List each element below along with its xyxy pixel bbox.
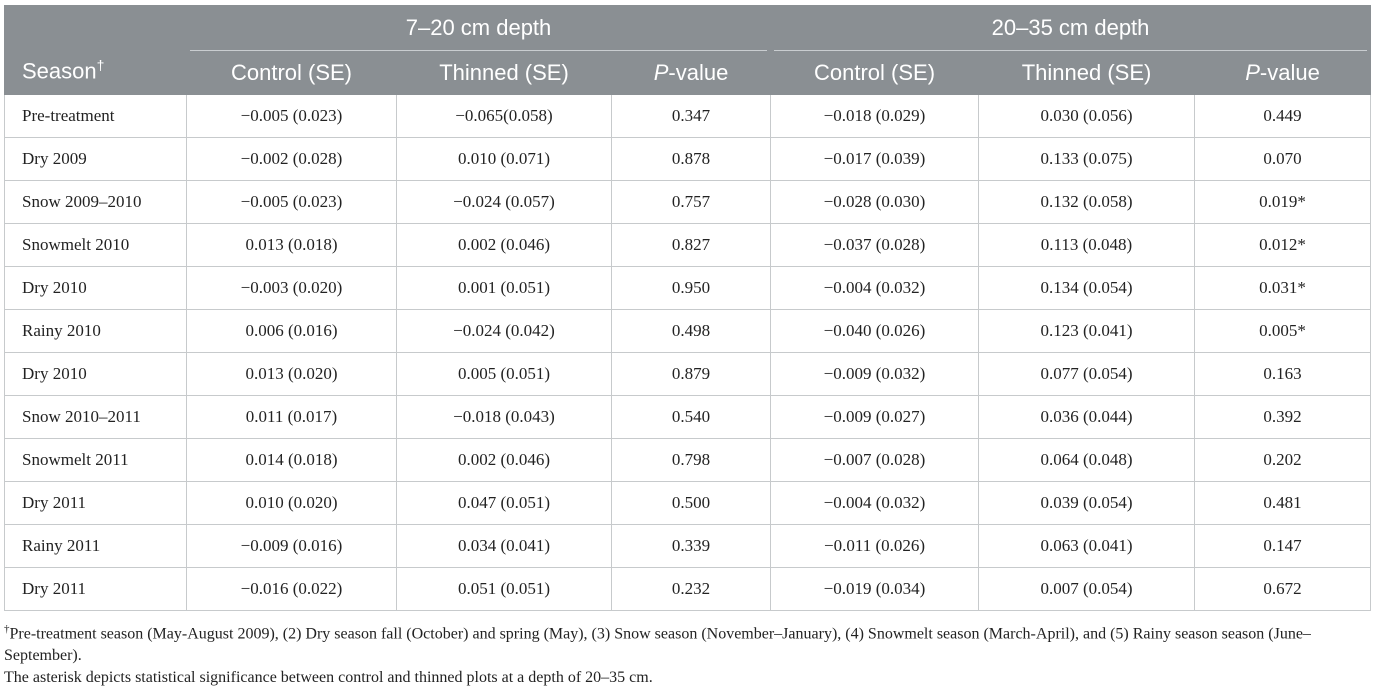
control-cell-7-20: −0.016 (0.022)	[187, 568, 397, 611]
season-cell: Snow 2010–2011	[5, 396, 187, 439]
p-value-cell-20-35: 0.202	[1195, 439, 1371, 482]
p-value-cell-20-35: 0.163	[1195, 353, 1371, 396]
p-value-cell-7-20: 0.879	[612, 353, 771, 396]
season-cell: Dry 2009	[5, 138, 187, 181]
p-value-cell-20-35: 0.481	[1195, 482, 1371, 525]
p-value-cell-7-20: 0.339	[612, 525, 771, 568]
control-cell-20-35: −0.018 (0.029)	[771, 95, 979, 138]
p-value-header-1: P-value	[612, 51, 771, 95]
season-cell: Rainy 2011	[5, 525, 187, 568]
table-row	[5, 224, 1371, 267]
table-header	[5, 6, 1371, 95]
thinned-cell-7-20: 0.051 (0.051)	[397, 568, 612, 611]
p-value-cell-20-35: 0.012*	[1195, 224, 1371, 267]
season-cell: Snow 2009–2010	[5, 181, 187, 224]
thinned-cell-7-20: 0.010 (0.071)	[397, 138, 612, 181]
p-value-cell-20-35: 0.672	[1195, 568, 1371, 611]
p-value-cell-20-35: 0.147	[1195, 525, 1371, 568]
p-value-cell-7-20: 0.827	[612, 224, 771, 267]
p-value-cell-7-20: 0.878	[612, 138, 771, 181]
thinned-cell-20-35: 0.036 (0.044)	[979, 396, 1195, 439]
season-cell: Pre-treatment	[5, 95, 187, 138]
thinned-cell-7-20: −0.065(0.058)	[397, 95, 612, 138]
thinned-cell-7-20: −0.024 (0.042)	[397, 310, 612, 353]
control-cell-20-35: −0.009 (0.027)	[771, 396, 979, 439]
season-cell: Dry 2011	[5, 482, 187, 525]
data-table-container	[4, 5, 1370, 611]
p-value-cell-7-20: 0.232	[612, 568, 771, 611]
thinned-cell-7-20: 0.034 (0.041)	[397, 525, 612, 568]
control-cell-7-20: 0.013 (0.018)	[187, 224, 397, 267]
depth-7-20-header: 7–20 cm depth	[187, 6, 771, 51]
thinned-cell-20-35: 0.133 (0.075)	[979, 138, 1195, 181]
thinned-se-header-2: Thinned (SE)	[979, 51, 1195, 95]
thinned-cell-20-35: 0.007 (0.054)	[979, 568, 1195, 611]
p-value-cell-20-35: 0.392	[1195, 396, 1371, 439]
control-se-header-1: Control (SE)	[187, 51, 397, 95]
thinned-se-header-1: Thinned (SE)	[397, 51, 612, 95]
table-row	[5, 95, 1371, 138]
thinned-cell-20-35: 0.064 (0.048)	[979, 439, 1195, 482]
table-row	[5, 568, 1371, 611]
control-cell-20-35: −0.007 (0.028)	[771, 439, 979, 482]
table-row	[5, 310, 1371, 353]
p-value-cell-7-20: 0.498	[612, 310, 771, 353]
season-cell: Dry 2010	[5, 267, 187, 310]
thinned-cell-7-20: 0.001 (0.051)	[397, 267, 612, 310]
p-value-cell-7-20: 0.798	[612, 439, 771, 482]
season-cell: Snowmelt 2010	[5, 224, 187, 267]
control-cell-20-35: −0.040 (0.026)	[771, 310, 979, 353]
control-cell-7-20: −0.005 (0.023)	[187, 95, 397, 138]
table-body	[5, 95, 1371, 611]
control-cell-7-20: −0.009 (0.016)	[187, 525, 397, 568]
p-value-cell-20-35: 0.031*	[1195, 267, 1371, 310]
thinned-cell-20-35: 0.030 (0.056)	[979, 95, 1195, 138]
p-value-cell-7-20: 0.757	[612, 181, 771, 224]
thinned-cell-20-35: 0.132 (0.058)	[979, 181, 1195, 224]
table-footnotes	[4, 618, 1370, 689]
control-cell-20-35: −0.009 (0.032)	[771, 353, 979, 396]
control-cell-20-35: −0.028 (0.030)	[771, 181, 979, 224]
control-cell-20-35: −0.019 (0.034)	[771, 568, 979, 611]
thinned-cell-20-35: 0.077 (0.054)	[979, 353, 1195, 396]
p-value-header-2: P-value	[1195, 51, 1371, 95]
p-value-cell-20-35: 0.019*	[1195, 181, 1371, 224]
footnote-asterisk: The asterisk depicts statistical significance between control and thinned plots at a depth of 20–35 cm.	[4, 669, 653, 687]
table-row	[5, 439, 1371, 482]
thinned-cell-20-35: 0.039 (0.054)	[979, 482, 1195, 525]
thinned-cell-20-35: 0.113 (0.048)	[979, 224, 1195, 267]
p-value-cell-20-35: 0.005*	[1195, 310, 1371, 353]
control-cell-20-35: −0.017 (0.039)	[771, 138, 979, 181]
season-cell: Snowmelt 2011	[5, 439, 187, 482]
table-row	[5, 353, 1371, 396]
control-se-header-2: Control (SE)	[771, 51, 979, 95]
thinned-cell-7-20: −0.018 (0.043)	[397, 396, 612, 439]
table-row	[5, 181, 1371, 224]
thinned-cell-7-20: 0.005 (0.051)	[397, 353, 612, 396]
control-cell-7-20: 0.011 (0.017)	[187, 396, 397, 439]
p-value-cell-7-20: 0.500	[612, 482, 771, 525]
control-cell-20-35: −0.004 (0.032)	[771, 482, 979, 525]
season-column-header: Season†	[5, 6, 187, 95]
results-table	[4, 5, 1371, 611]
control-cell-7-20: −0.003 (0.020)	[187, 267, 397, 310]
table-row	[5, 525, 1371, 568]
table-row	[5, 396, 1371, 439]
p-value-cell-20-35: 0.449	[1195, 95, 1371, 138]
control-cell-7-20: −0.005 (0.023)	[187, 181, 397, 224]
p-value-cell-7-20: 0.950	[612, 267, 771, 310]
footnote-seasons: †Pre-treatment season (May-August 2009), (2) Dry season fall (October) and spring (May), (3) Snow season (November–January), (4) Snowmelt season (March-April), and (5) Rainy season season (June–September).	[4, 623, 1311, 665]
control-cell-20-35: −0.037 (0.028)	[771, 224, 979, 267]
control-cell-20-35: −0.011 (0.026)	[771, 525, 979, 568]
thinned-cell-20-35: 0.123 (0.041)	[979, 310, 1195, 353]
control-cell-7-20: 0.013 (0.020)	[187, 353, 397, 396]
control-cell-20-35: −0.004 (0.032)	[771, 267, 979, 310]
thinned-cell-7-20: −0.024 (0.057)	[397, 181, 612, 224]
p-value-cell-20-35: 0.070	[1195, 138, 1371, 181]
thinned-cell-7-20: 0.002 (0.046)	[397, 439, 612, 482]
depth-20-35-header: 20–35 cm depth	[771, 6, 1371, 51]
thinned-cell-7-20: 0.047 (0.051)	[397, 482, 612, 525]
p-value-cell-7-20: 0.540	[612, 396, 771, 439]
control-cell-7-20: 0.006 (0.016)	[187, 310, 397, 353]
p-value-cell-7-20: 0.347	[612, 95, 771, 138]
control-cell-7-20: 0.014 (0.018)	[187, 439, 397, 482]
table-row	[5, 267, 1371, 310]
thinned-cell-20-35: 0.063 (0.041)	[979, 525, 1195, 568]
control-cell-7-20: 0.010 (0.020)	[187, 482, 397, 525]
control-cell-7-20: −0.002 (0.028)	[187, 138, 397, 181]
table-row	[5, 138, 1371, 181]
thinned-cell-20-35: 0.134 (0.054)	[979, 267, 1195, 310]
thinned-cell-7-20: 0.002 (0.046)	[397, 224, 612, 267]
season-cell: Dry 2010	[5, 353, 187, 396]
table-row	[5, 482, 1371, 525]
season-cell: Dry 2011	[5, 568, 187, 611]
season-cell: Rainy 2010	[5, 310, 187, 353]
